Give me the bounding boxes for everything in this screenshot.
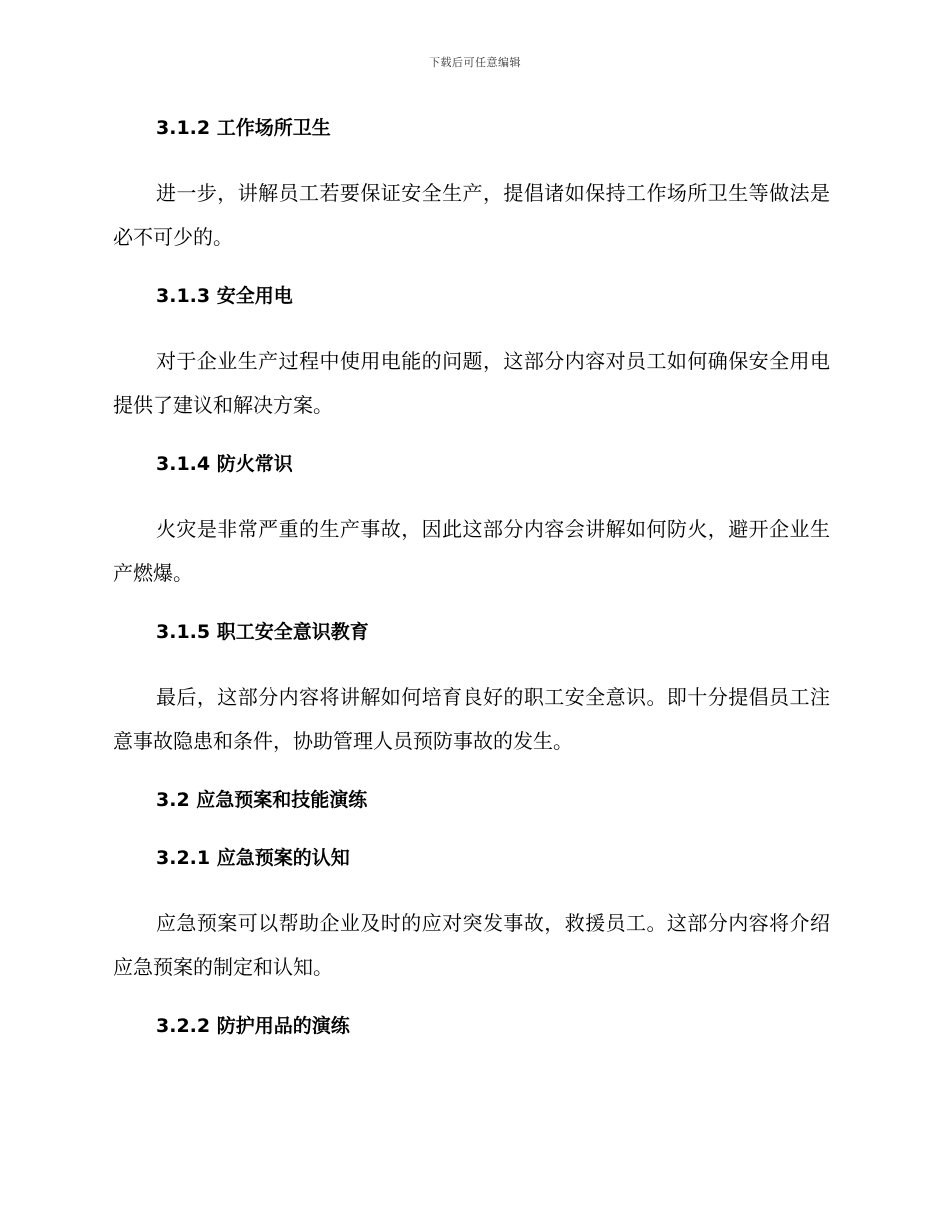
- section-paragraph-3-2-1: 应急预案可以帮助企业及时的应对突发事故，救援员工。这部分内容将介绍应急预案的制定和认知。: [113, 911, 830, 979]
- section-heading-3-1-5: 3.1.5 职工安全意识教育: [156, 621, 369, 643]
- section-heading-3-1-2: 3.1.2 工作场所卫生: [156, 117, 331, 139]
- section-paragraph-3-1-2: 进一步，讲解员工若要保证安全生产，提倡诸如保持工作场所卫生等做法是必不可少的。: [113, 181, 830, 249]
- section-heading-3-1-3: 3.1.3 安全用电: [156, 285, 293, 307]
- section-paragraph-3-1-3: 对于企业生产过程中使用电能的问题，这部分内容对员工如何确保安全用电提供了建议和解决方案。: [113, 349, 830, 417]
- section-paragraph-3-1-5: 最后，这部分内容将讲解如何培育良好的职工安全意识。即十分提倡员工注意事故隐患和条件，协助管理人员预防事故的发生。: [113, 685, 830, 753]
- section-heading-3-2: 3.2 应急预案和技能演练: [156, 789, 368, 811]
- section-heading-3-1-4: 3.1.4 防火常识: [156, 453, 293, 475]
- section-paragraph-3-1-4: 火灾是非常严重的生产事故，因此这部分内容会讲解如何防火，避开企业生产燃爆。: [113, 517, 830, 585]
- page-header: 下载后可任意编辑: [429, 56, 521, 69]
- document-body: [113, 113, 830, 1041]
- section-heading-3-2-2: 3.2.2 防护用品的演练: [156, 1015, 350, 1037]
- section-heading-3-2-1: 3.2.1 应急预案的认知: [156, 847, 350, 869]
